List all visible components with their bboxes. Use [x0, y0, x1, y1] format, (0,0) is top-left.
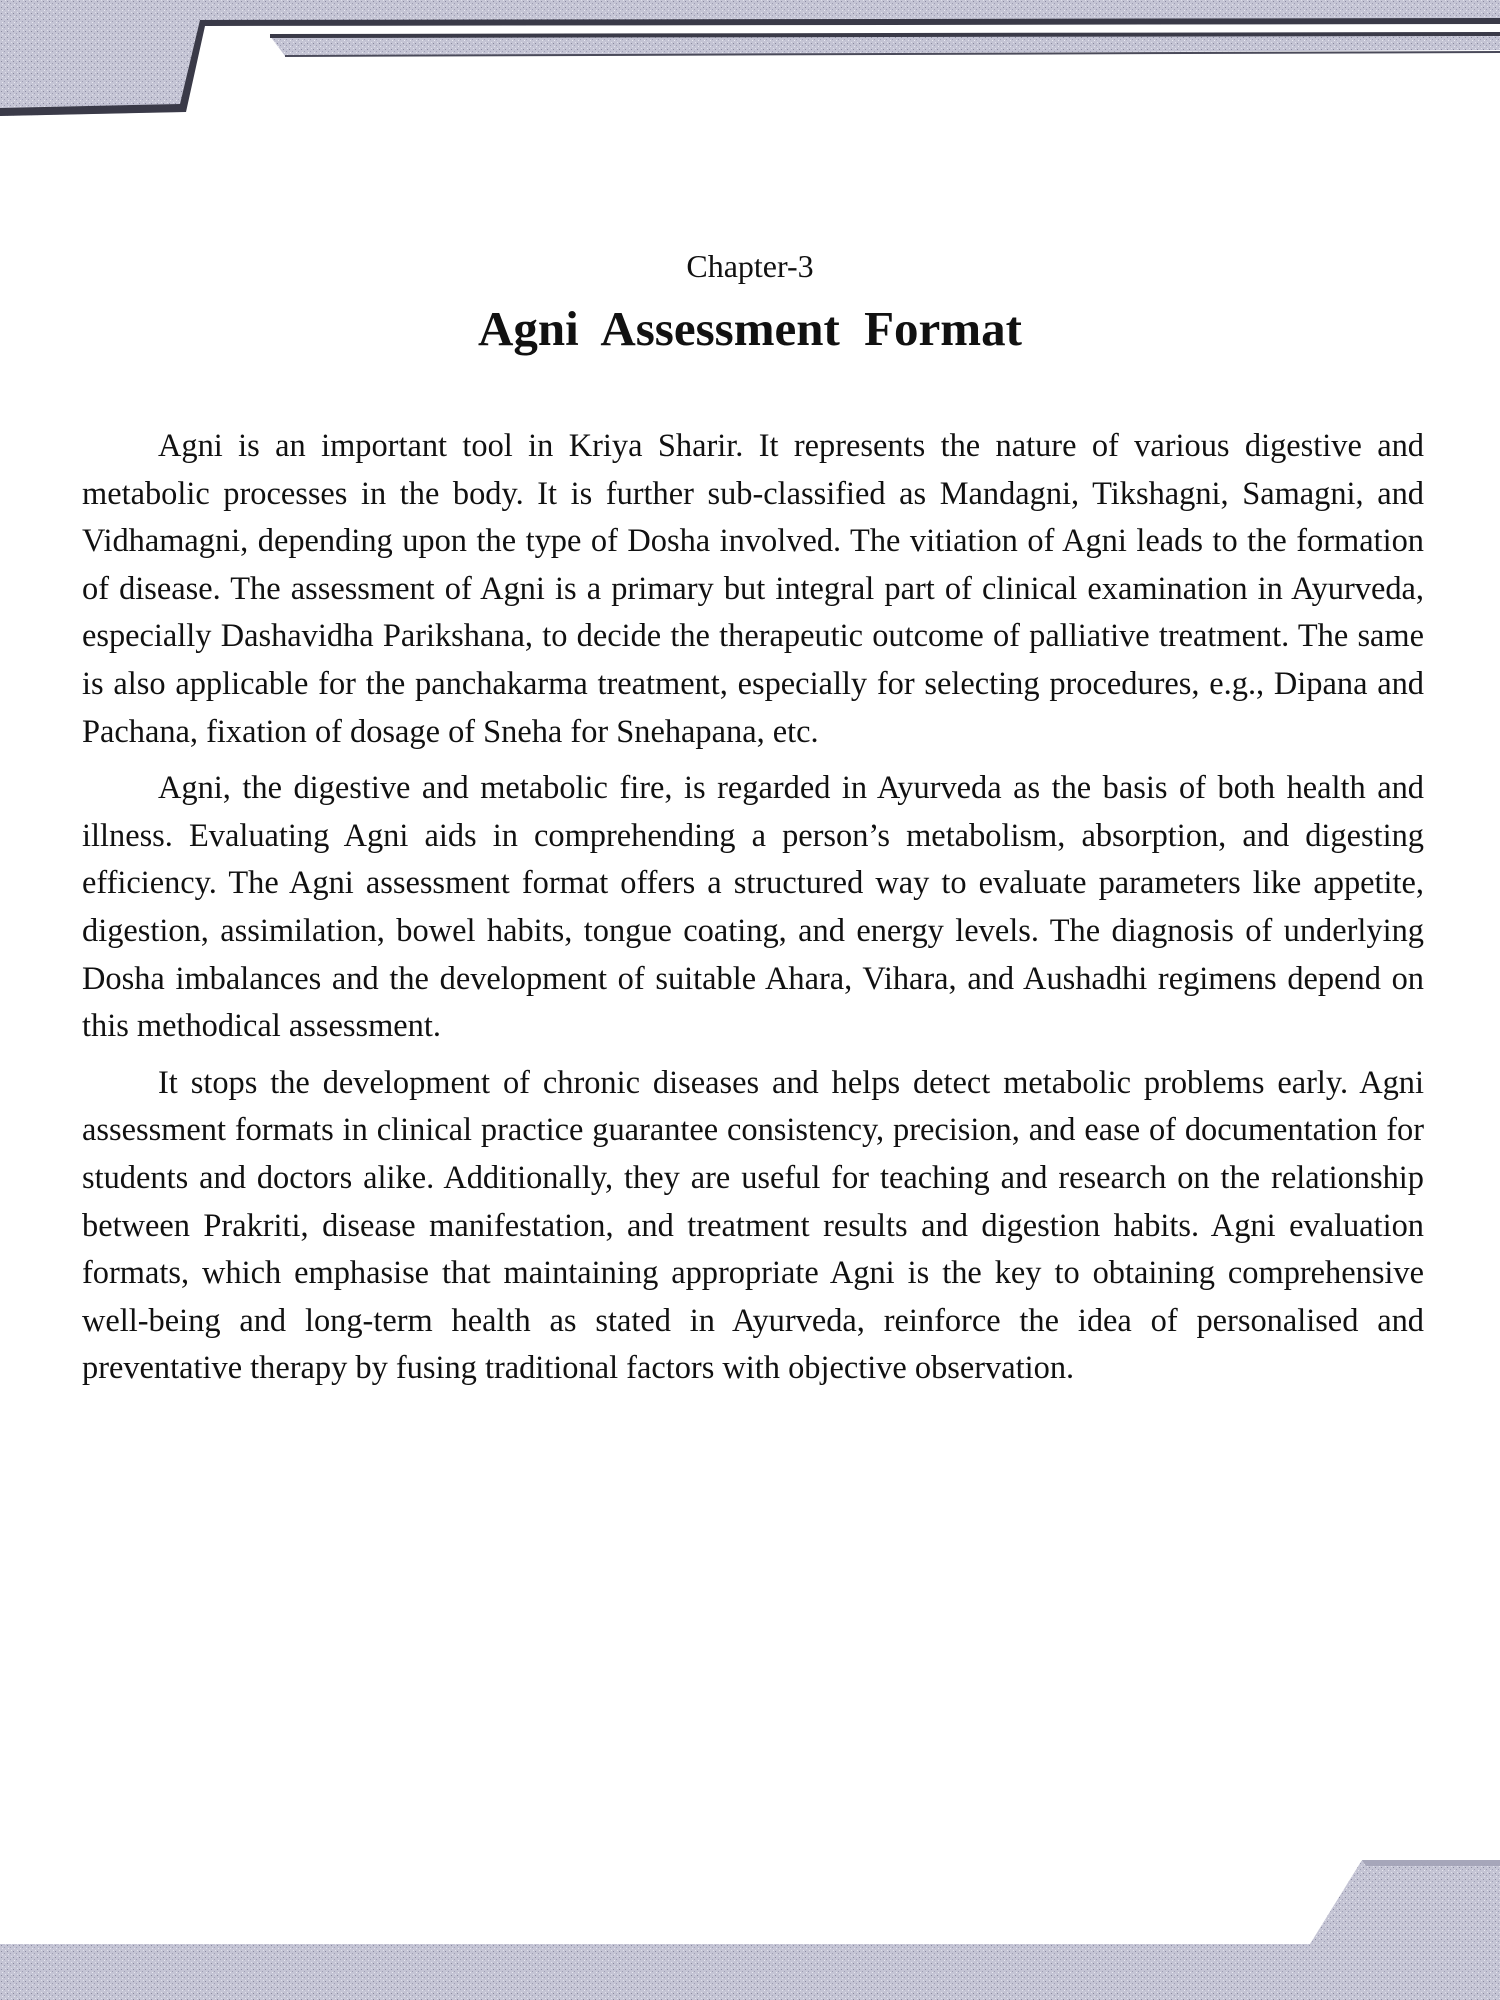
page-title: Agni Assessment Format [478, 301, 1022, 356]
body-text [82, 423, 1424, 1402]
paragraph-2: Agni, the digestive and metabolic fire, is regarded in Ayurveda as the basis of both health and illness. Evaluating Agni aids in comprehending a person’s metabolism, absorption, and digesting efficiency. The Agni assessment format offers a structured way to evaluate parameters like appetite, digestion, assimilation, bowel habits, tongue coating, and energy levels. The diagnosis of underlying Dosha imbalances and the development of suitable Ahara, Vihara, and Aushadhi regimens depend on this methodical assessment. [82, 770, 1424, 1045]
top-border-band [0, 0, 1500, 116]
chapter-label: Chapter-3 [686, 248, 814, 284]
bottom-border-band [0, 1860, 1500, 2000]
paragraph-3: It stops the development of chronic diseases and helps detect metabolic problems early. Agni assessment formats in clinical practice guarantee consistency, precision, and ease of documentation for students and doctors alike. Additionally, they are useful for teaching and research on the relationship between Prakriti, disease manifestation, and treatment results and digestion habits. Agni evaluation formats, which emphasise that maintaining appropriate Agni is the key to obtaining comprehensive well-being and long-term health as stated in Ayurveda, reinforce the idea of personalised and preventative therapy by fusing traditional factors with objective observation. [82, 1064, 1424, 1387]
paragraph-1: Agni is an important tool in Kriya Sharir. It represents the nature of various digestive and metabolic processes in the body. It is further sub-classified as Mandagni, Tikshagni, Samagni, and Vidhamagni, depending upon the type of Dosha involved. The vitiation of Agni leads to the formation of disease. The assessment of Agni is a primary but integral part of clinical examination in Ayurveda, especially Dashavidha Parikshana, to decide the therapeutic outcome of palliative treatment. The same is also applicable for the panchakarma treatment, especially for selecting procedures, e.g., Dipana and Pachana, fixation of dosage of Sneha for Snehapana, etc. [82, 428, 1424, 750]
